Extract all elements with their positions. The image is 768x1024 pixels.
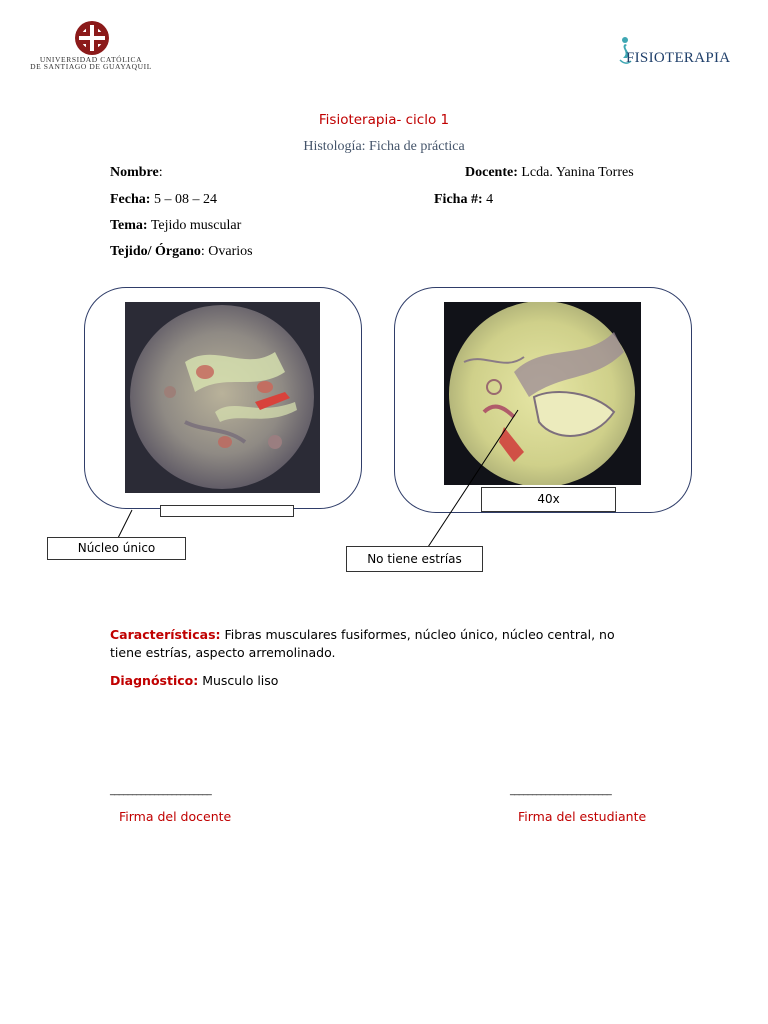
page-title: Fisioterapia- ciclo 1 [318,112,450,128]
diagnostico-text: Musculo liso [198,673,279,688]
docente-value: Lcda. Yanina Torres [517,165,634,180]
right-callout-line [428,410,518,547]
caracteristicas-paragraph [110,626,650,662]
nombre-value: : [158,165,163,180]
signature-label-docente: Firma del docente [119,809,232,824]
page-subtitle: Histología: Ficha de práctica [303,139,465,154]
university-name-line1: UNIVERSIDAD CATÓLICA [39,55,143,64]
fecha-label: Fecha: [110,192,151,207]
caracteristicas-label: Características: [110,627,221,642]
diagnostico-paragraph [110,672,278,690]
left-callout-line [118,510,132,538]
tema-label: Tema: [110,218,148,233]
signature-line-estudiante: _______________________ [510,785,612,796]
ficha-label: Ficha #: [434,192,483,207]
docente-label: Docente: [465,165,518,180]
signature-label-estudiante: Firma del estudiante [518,809,647,824]
university-name-line2: DE SANTIAGO DE GUAYAQUIL [30,62,152,71]
tema-value: Tejido muscular [147,218,242,233]
tejido-label: Tejido/ Órgano [110,244,201,259]
fisioterapia-logo-text: FISIOTERAPIA [626,50,731,66]
callout-nucleo-unico: Núcleo único [47,537,186,560]
ficha-value: 4 [482,192,494,207]
tejido-value: : Ovarios [200,244,253,259]
fecha-value: 5 – 08 – 24 [150,192,217,207]
nombre-label: Nombre [110,165,159,180]
signature-line-docente: _______________________ [110,785,212,796]
diagnostico-label: Diagnóstico: [110,673,199,688]
magnification-box: 40x [481,487,616,512]
caracteristicas-text: Fibras musculares fusiformes, núcleo único, núcleo central, no tiene estrías, aspecto arremolinado. [110,627,615,660]
callout-no-estrias: No tiene estrías [346,546,483,572]
